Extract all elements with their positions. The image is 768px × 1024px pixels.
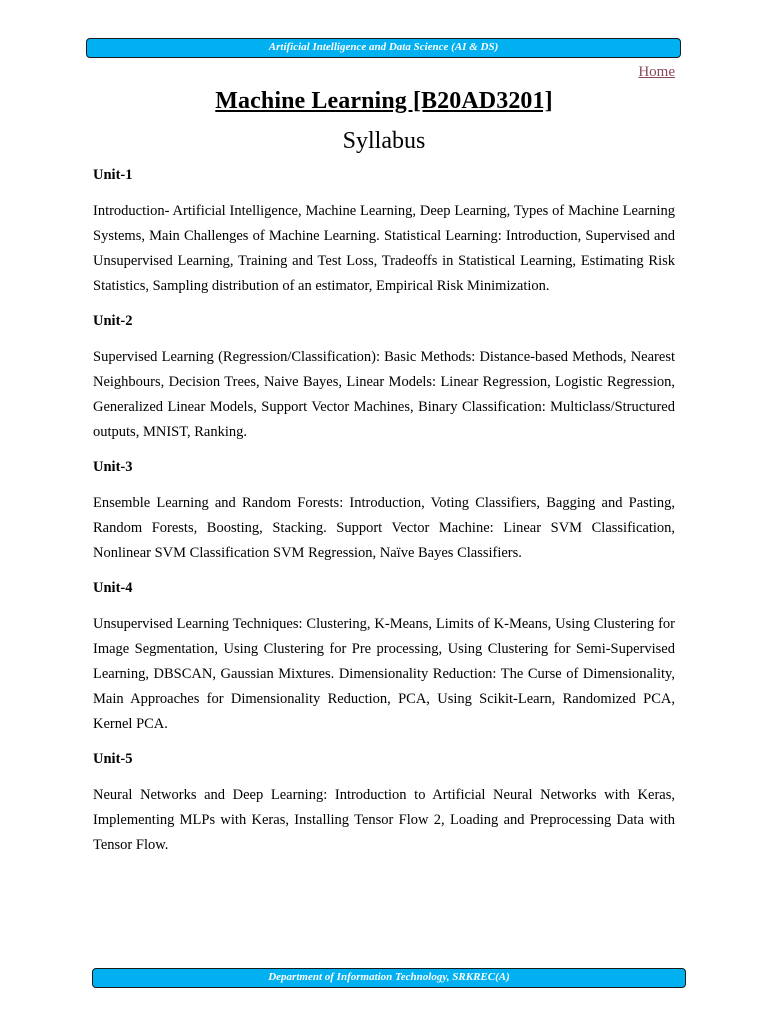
unit-section	[93, 457, 675, 566]
unit-heading: Unit-1	[93, 167, 133, 183]
unit-heading: Unit-3	[93, 459, 133, 475]
unit-section	[93, 749, 675, 858]
page-subtitle: Syllabus	[342, 128, 426, 154]
header-banner: Artificial Intelligence and Data Science (AI & DS)	[86, 38, 681, 58]
unit-section	[93, 165, 675, 299]
syllabus-content	[93, 165, 675, 870]
unit-text: Supervised Learning (Regression/Classification): Basic Methods: Distance-based Methods, Nearest Neighbours, Decision Trees, Naive Bayes, Linear Models: Linear Regression, Logistic Regression, Generalized Linear Models, Support Vector Machines, Binary Classification: Multiclass/Structured outputs, MNIST, Ranking.	[93, 349, 675, 440]
home-link[interactable]: Home	[638, 64, 675, 80]
unit-heading: Unit-4	[93, 580, 133, 596]
unit-section	[93, 311, 675, 445]
unit-heading: Unit-5	[93, 751, 133, 767]
unit-text: Unsupervised Learning Techniques: Clustering, K-Means, Limits of K-Means, Using Clustering for Image Segmentation, Using Clustering for Pre processing, Using Clustering for Semi-Supervised Learning, DBSCAN, Gaussian Mixtures. Dimensionality Reduction: The Curse of Dimensionality, Main Approaches for Dimensionality Reduction, PCA, Using Scikit-Learn, Randomized PCA, Kernel PCA.	[93, 616, 675, 732]
footer-banner: Department of Information Technology, SRKREC(A)	[92, 968, 686, 988]
unit-section	[93, 578, 675, 737]
page-title: Machine Learning [B20AD3201]	[215, 88, 553, 114]
unit-text: Neural Networks and Deep Learning: Introduction to Artificial Neural Networks with Keras, Implementing MLPs with Keras, Installing Tensor Flow 2, Loading and Preprocessing Data with Tensor Flow.	[93, 787, 675, 853]
unit-text: Introduction- Artificial Intelligence, Machine Learning, Deep Learning, Types of Machine Learning Systems, Main Challenges of Machine Learning. Statistical Learning: Introduction, Supervised and Unsupervised Learning, Training and Test Loss, Tradeoffs in Statistical Learning, Estimating Risk Statistics, Sampling distribution of an estimator, Empirical Risk Minimization.	[93, 203, 675, 294]
unit-heading: Unit-2	[93, 313, 133, 329]
unit-text: Ensemble Learning and Random Forests: Introduction, Voting Classifiers, Bagging and Pasting, Random Forests, Boosting, Stacking. Support Vector Machine: Linear SVM Classification, Nonlinear SVM Classification SVM Regression, Naïve Bayes Classifiers.	[93, 495, 675, 561]
